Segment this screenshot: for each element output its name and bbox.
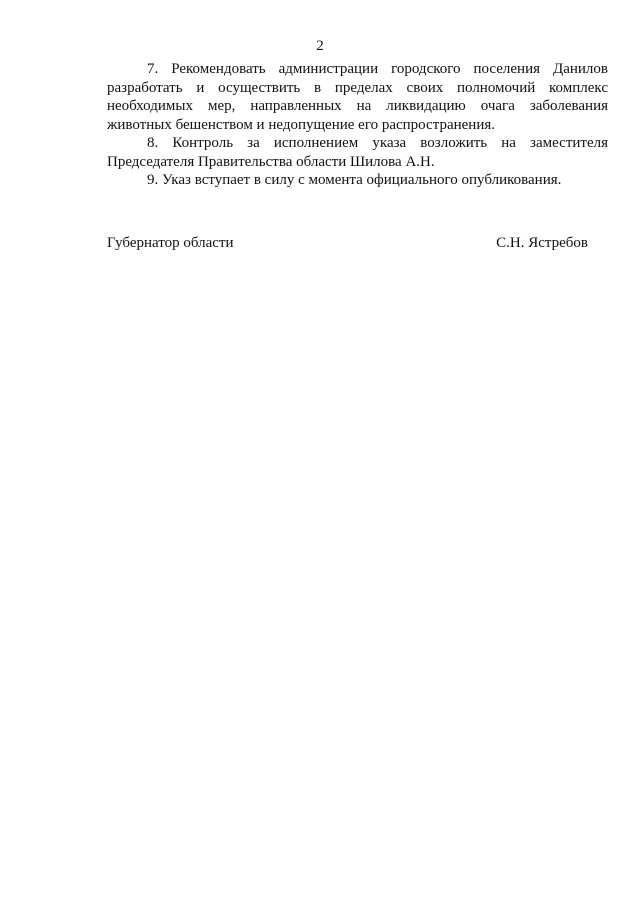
paragraph-8: 8. Контроль за исполнением указа возложить на заместителя Председателя Правительства области Шилова А.Н. [107, 135, 608, 170]
paragraph-9: 9. Указ вступает в силу с момента официального опубликования. [147, 172, 562, 188]
page-number: 2 [316, 38, 324, 54]
signature-block [107, 234, 588, 252]
signatory-position: Губернатор области [107, 235, 234, 251]
paragraph-7: 7. Рекомендовать администрации городского поселения Данилов разработать и осуществить в пределах своих полномочий комплекс необходимых мер, направленных на ликвидацию очага заболевания животных бешенством и недопущение его распространения. [107, 61, 608, 133]
document-body [107, 60, 608, 190]
signatory-name: С.Н. Ястребов [496, 235, 588, 251]
